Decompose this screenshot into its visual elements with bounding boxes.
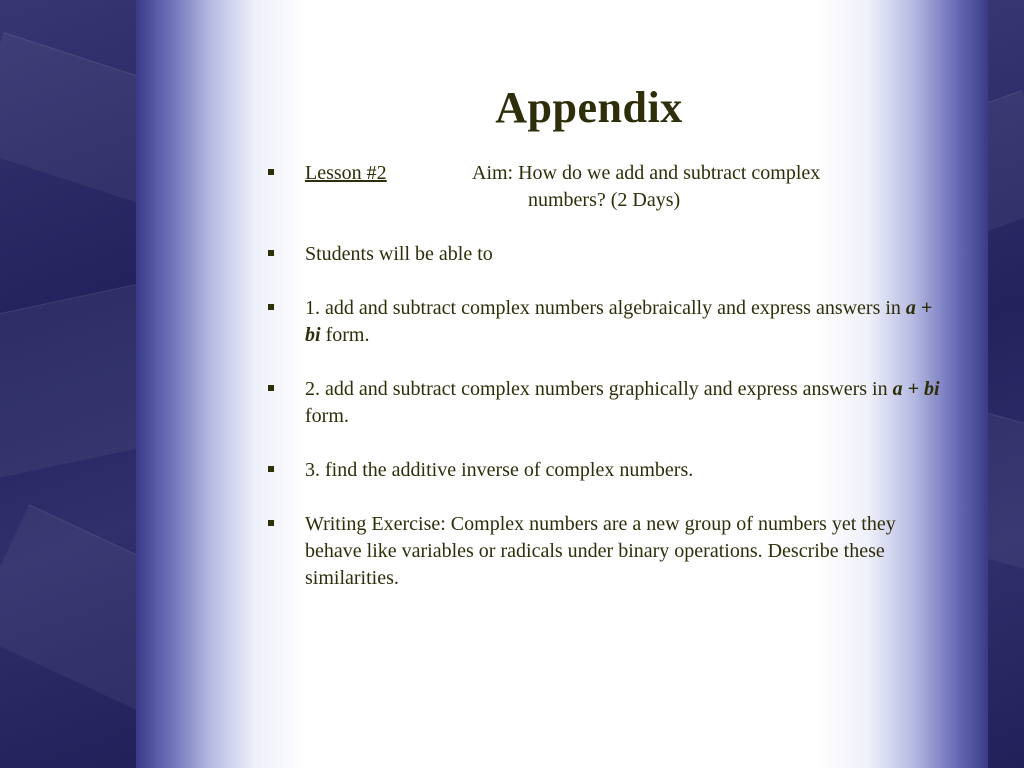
square-bullet-icon bbox=[268, 385, 274, 391]
aim-line-2: numbers? (2 Days) bbox=[528, 189, 681, 211]
objective-3-text: 3. find the additive inverse of complex numbers. bbox=[305, 459, 694, 481]
bullet-objective-3 bbox=[262, 457, 952, 484]
aim-line-1: Aim: How do we add and subtract complex bbox=[472, 162, 821, 184]
bullet-lesson bbox=[262, 160, 952, 214]
objective-1-suffix: form. bbox=[320, 324, 370, 346]
texture-facet bbox=[0, 504, 140, 716]
square-bullet-icon bbox=[268, 250, 274, 256]
bullet-intro bbox=[262, 241, 952, 268]
bullet-list bbox=[262, 160, 952, 619]
square-bullet-icon bbox=[268, 520, 274, 526]
bullet-writing-exercise bbox=[262, 511, 952, 592]
bullet-objective-1 bbox=[262, 295, 952, 349]
texture-facet bbox=[0, 279, 140, 482]
lesson-link[interactable]: Lesson #2 bbox=[305, 162, 387, 184]
lesson-row bbox=[305, 160, 952, 214]
objective-2-math: a + bi bbox=[892, 378, 940, 400]
objective-1-text: 1. add and subtract complex numbers algebraically and express answers in bbox=[305, 297, 906, 319]
square-bullet-icon bbox=[268, 466, 274, 472]
intro-text: Students will be able to bbox=[305, 243, 493, 265]
objective-1-math: a + bi bbox=[305, 297, 933, 346]
bullet-objective-2 bbox=[262, 376, 952, 430]
objective-2-text: 2. add and subtract complex numbers graphically and express answers in bbox=[305, 378, 893, 400]
slide-title: Appendix bbox=[495, 83, 683, 132]
writing-exercise-text: Writing Exercise: Complex numbers are a new group of numbers yet they behave like variables or radicals under binary operations. Describe these similarities. bbox=[305, 513, 896, 589]
objective-2-suffix: form. bbox=[305, 405, 349, 427]
square-bullet-icon bbox=[268, 304, 274, 310]
aim-block bbox=[472, 160, 952, 214]
square-bullet-icon bbox=[268, 169, 274, 175]
texture-facet bbox=[985, 412, 1024, 569]
